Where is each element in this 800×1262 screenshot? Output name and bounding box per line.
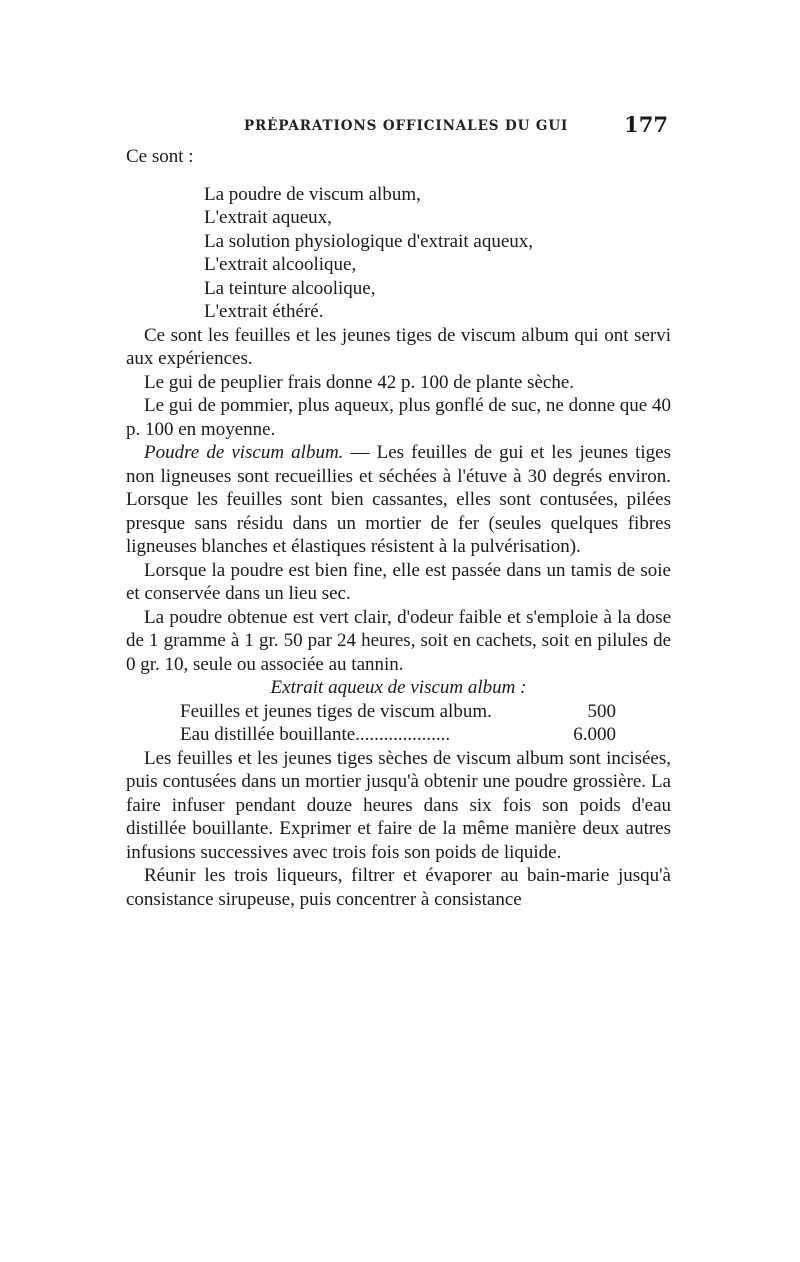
paragraph: Le gui de peuplier frais donne 42 p. 100 de plante sèche.	[144, 371, 574, 393]
ingredient-name: Feuilles et jeunes tiges de viscum album.	[180, 700, 492, 722]
recipe-row	[180, 700, 616, 724]
section-title-extrait: Extrait aqueux de viscum album :	[270, 677, 527, 698]
paragraph: Réunir les trois liqueurs, filtrer et évaporer au bain-marie jusqu'à consistance sirupeuse, puis concentrer à consistance	[126, 865, 671, 910]
body-text	[126, 145, 671, 911]
recipe-table	[180, 700, 616, 747]
paragraph: Ce sont les feuilles et les jeunes tiges de viscum album qui ont servi aux expériences.	[126, 324, 671, 369]
paragraph-poudre	[126, 441, 671, 559]
paragraph: Lorsque la poudre est bien fine, elle est passée dans un tamis de soie et conservée dans un lieu sec.	[126, 559, 671, 604]
list-item: La poudre de viscum album,	[204, 183, 421, 205]
section-heading-poudre: Poudre de viscum album.	[144, 442, 344, 463]
ingredient-quantity: 6.000	[573, 724, 616, 745]
paragraph: Les feuilles et les jeunes tiges sèches de viscum album sont incisées, puis contusées dans un mortier jusqu'à obtenir une poudre grossière. La faire infuser pendant douze heures dans six fois son poids d'eau distillée bouillante. Exprimer et faire de la même manière deux autres infusions successives avec trois fois son poids de liquide.	[126, 747, 671, 863]
list-item: L'extrait alcoolique,	[204, 254, 357, 275]
list-item: L'extrait éthéré.	[204, 301, 324, 322]
paragraph: Le gui de pommier, plus aqueux, plus gonflé de suc, ne donne que 40 p. 100 en moyenne.	[126, 395, 671, 440]
preparations-list	[204, 183, 671, 324]
list-item: La solution physiologique d'extrait aqueux,	[204, 230, 534, 252]
ingredient-quantity: 500	[587, 700, 616, 722]
running-title: PRÉPARATIONS OFFICINALES DU GUI	[244, 118, 569, 134]
paragraph: La poudre obtenue est vert clair, d'odeur faible et s'emploie à la dose de 1 gramme à 1 gr. 50 par 24 heures, soit en cachets, soit en pilules de 0 gr. 10, seule ou associée au tannin.	[126, 606, 671, 675]
page-number: 177	[624, 112, 668, 137]
recipe-row	[180, 723, 616, 747]
ingredient-name: Eau distillée bouillante....................	[180, 724, 451, 745]
list-item: La teinture alcoolique,	[204, 277, 376, 299]
paragraph-text: — Les feuilles de gui et les jeunes tiges non ligneuses sont recueillies et séchées à l'étuve à 30 degrés environ. Lorsque les feuilles sont bien cassantes, elles sont contusées, pilées presque sans résidu dans un mortier de fer (seules quelques fibres ligneuses blanches et élastiques résistent à la pulvérisation).	[126, 442, 672, 557]
intro-line: Ce sont :	[126, 146, 194, 167]
page-header	[126, 112, 670, 140]
list-item: L'extrait aqueux,	[204, 207, 332, 228]
